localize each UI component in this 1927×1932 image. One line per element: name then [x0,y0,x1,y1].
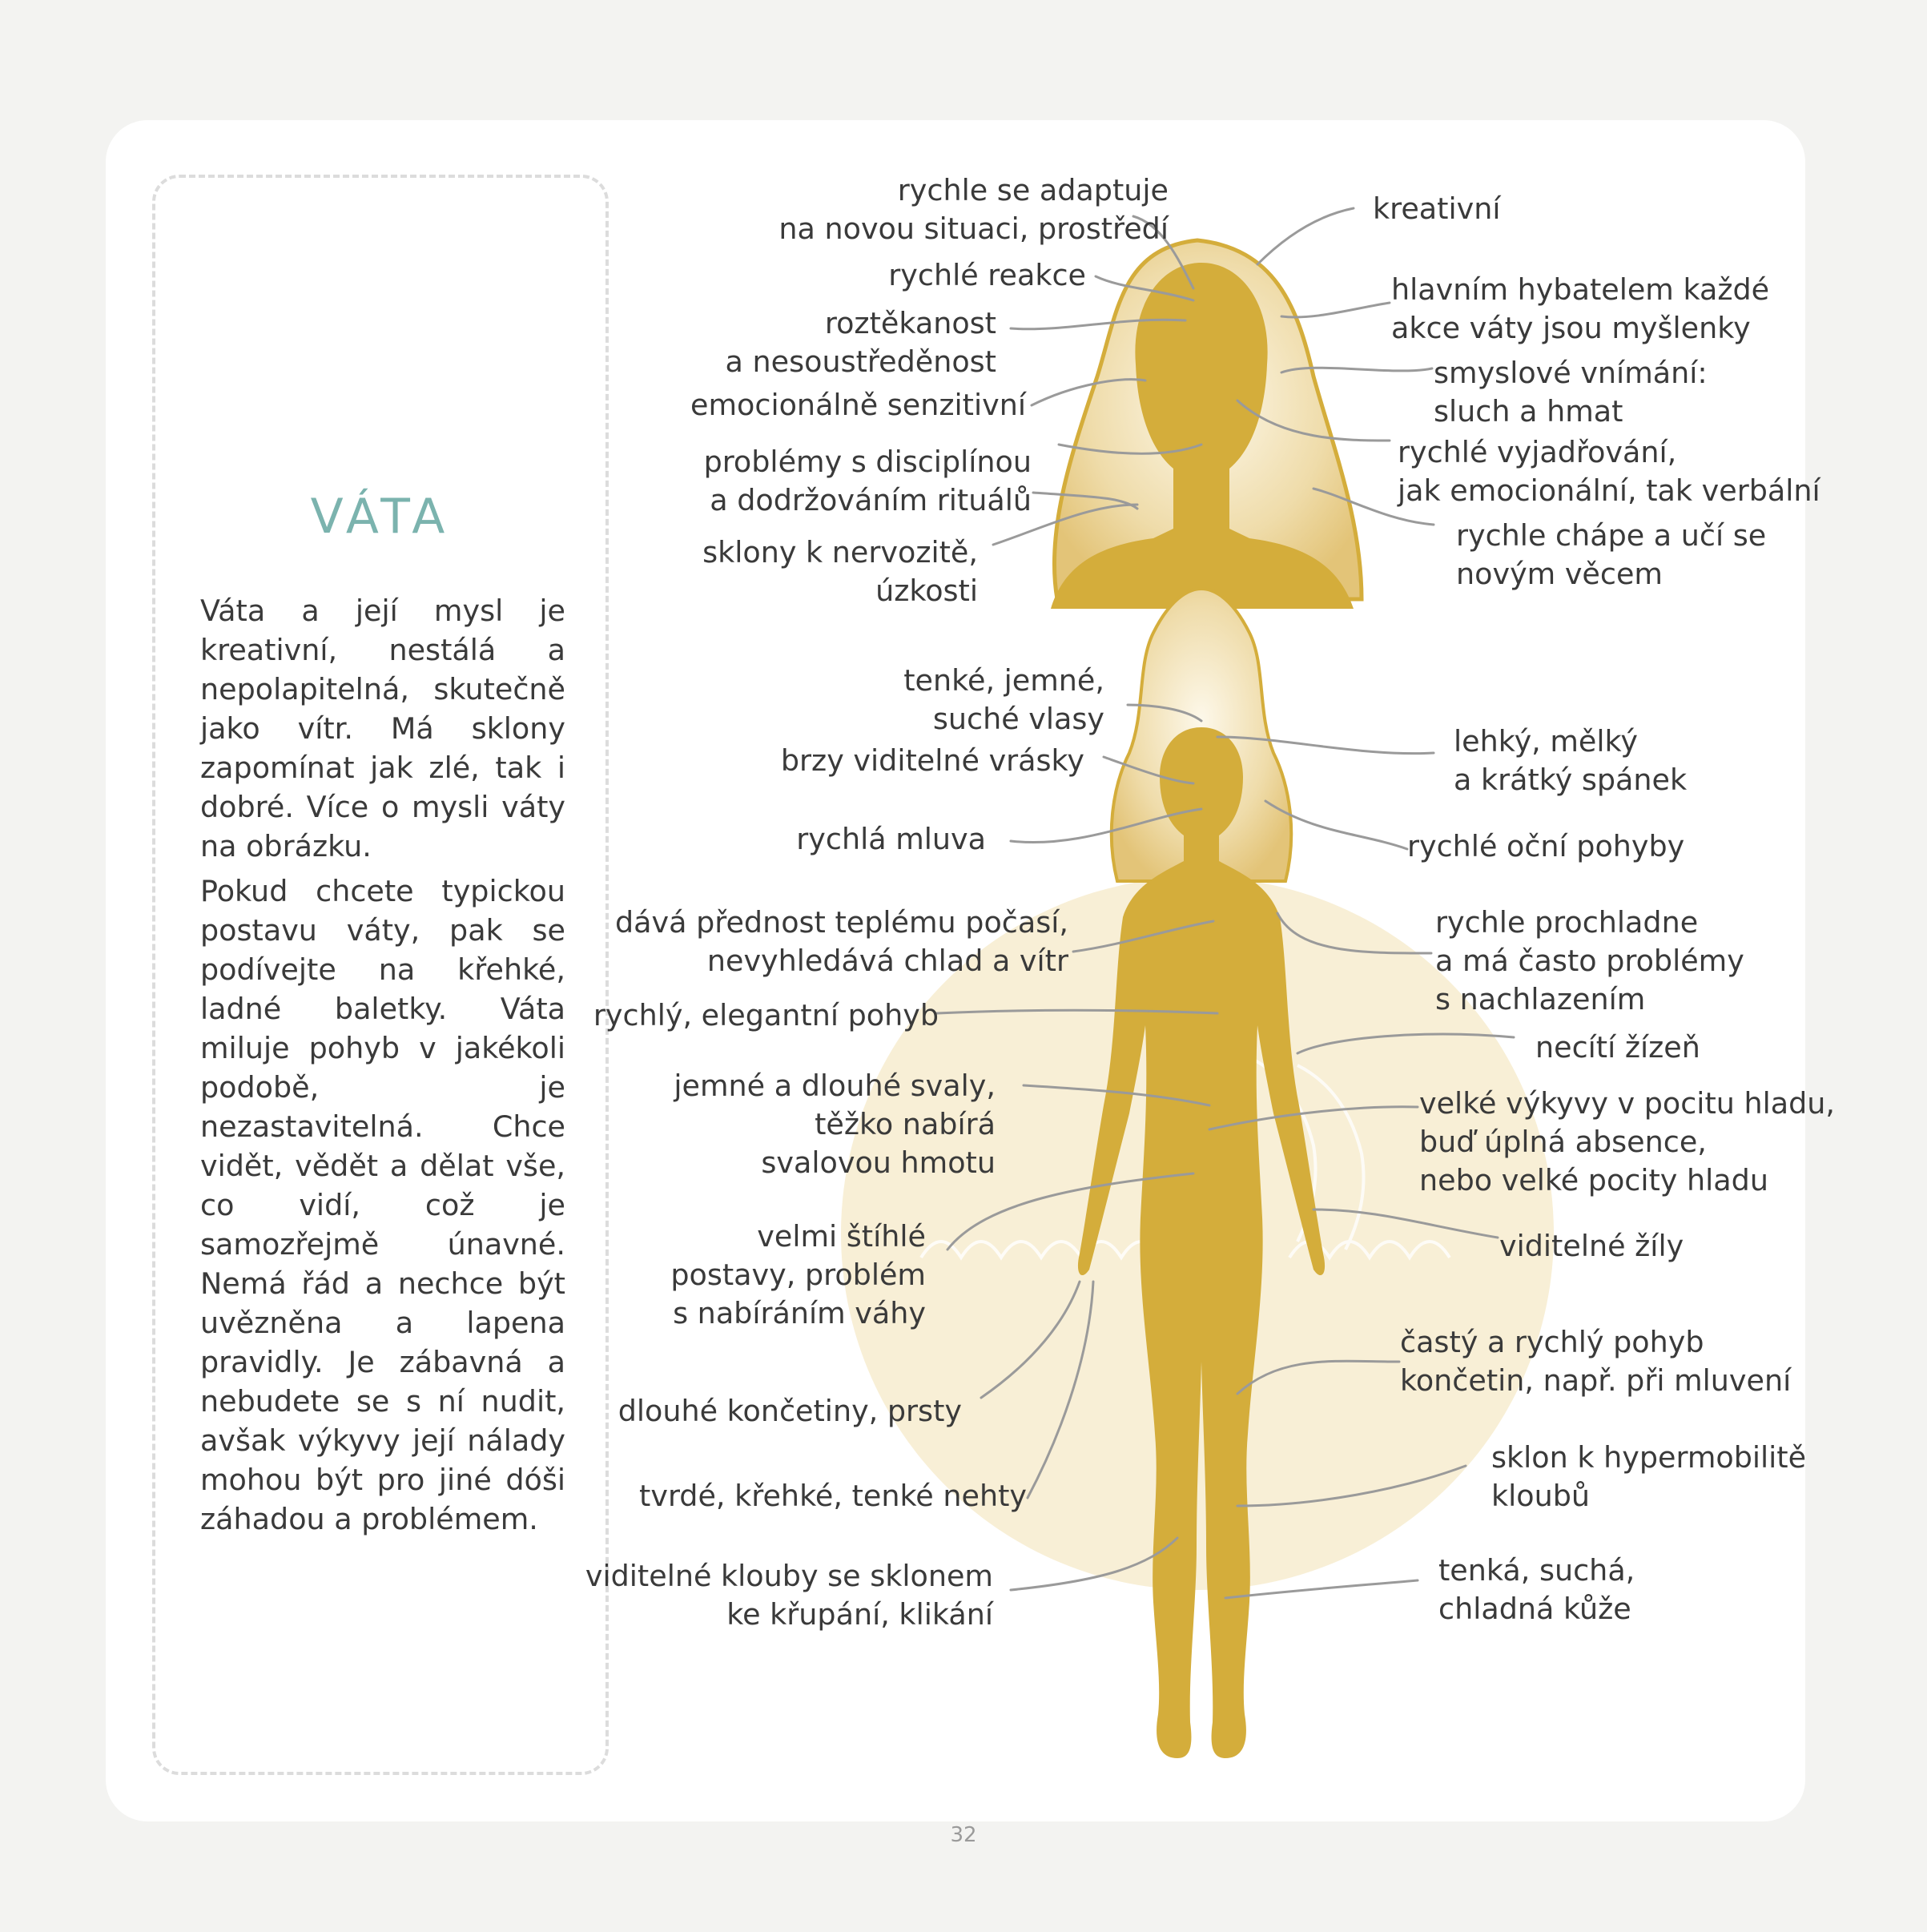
label-muscles: jemné a dlouhé svaly, těžko nabírá svalovou hmotu [674,1069,996,1180]
label-limb-motion: častý a rychlý pohyb končetin, např. při mluvení [1400,1325,1792,1398]
label-emotional: emocionálně senzitivní [690,388,1026,422]
label-discipline: problémy s disciplínou a dodržováním rituálů [703,445,1032,517]
label-veins: viditelné žíly [1499,1229,1684,1263]
label-wrinkles: brzy viditelné vrásky [780,743,1084,778]
label-hunger: velké výkyvy v pocitu hladu, buď úplná absence, nebo velké pocity hladu [1419,1086,1836,1197]
label-thoughts: hlavním hybatelem každé akce váty jsou myšlenky [1391,272,1770,345]
label-learning: rychle chápe a učí se novým věcem [1456,518,1767,591]
label-senses: smyslové vnímání: sluch a hmat [1434,356,1708,429]
label-hair: tenké, jemné, suché vlasy [903,663,1104,736]
head-illustration [1051,240,1362,609]
label-sleep: lehký, mělký a krátký spánek [1454,724,1688,797]
label-creative: kreativní [1373,191,1501,226]
label-speech: rychlá mluva [796,822,986,856]
label-slim: velmi štíhlé postavy, problém s nabíráním váhy [670,1219,926,1330]
body-type-paragraph: Pokud chcete typickou postavu váty, pak se podívejte na křehké, ladné baletky. Váta miluje pohyb v jakékoli podobě, je nezastavitelná. Chce vidět, vědět a dělat vše, co vidí, což je samozřejmě únavné. Nemá řád a nechce být uvězněna a lapena pravidly. Je zábavná a nebudete se s ní nudit, avšak výkyvy její nálady mohou být pro jiné dóši záhadou a problémem. [200,874,565,1536]
label-scattered: roztěkanost a nesoustředěnost [725,306,996,379]
intro-paragraph: Váta a její mysl je kreativní, nestálá a nepolapitelná, skutečně jako vítr. Má sklony zapomínat jak zlé, tak i dobré. Více o mysli váty na obrázku. [200,594,565,863]
label-thirst: necítí žízeň [1535,1030,1700,1065]
label-adapts: rychle se adaptuje na novou situaci, prostředí [778,173,1169,246]
label-skin: tenká, suchá, chladná kůže [1438,1553,1635,1626]
label-nails: tvrdé, křehké, tenké nehty [639,1479,1027,1513]
label-quick-reactions: rychlé reakce [888,258,1086,292]
page-number: 32 [950,1823,977,1847]
label-colds: rychle prochladne a má často problémy s nachlazením [1435,905,1744,1016]
label-movement: rychlý, elegantní pohyb [593,998,939,1032]
label-joints: viditelné klouby se sklonem ke křupání, klikání [585,1559,993,1632]
page-title: VÁTA [310,489,451,545]
label-eyes: rychlé oční pohyby [1407,829,1685,863]
label-nervous: sklony k nervozitě, úzkosti [702,535,978,608]
label-expression: rychlé vyjadřování, jak emocionální, tak verbální [1398,435,1820,508]
label-limbs: dlouhé končetiny, prsty [618,1394,962,1428]
label-hypermobility: sklon k hypermobilitě kloubů [1491,1440,1807,1513]
label-warm-weather: dává přednost teplému počasí, nevyhledává chlad a vítr [614,905,1068,978]
